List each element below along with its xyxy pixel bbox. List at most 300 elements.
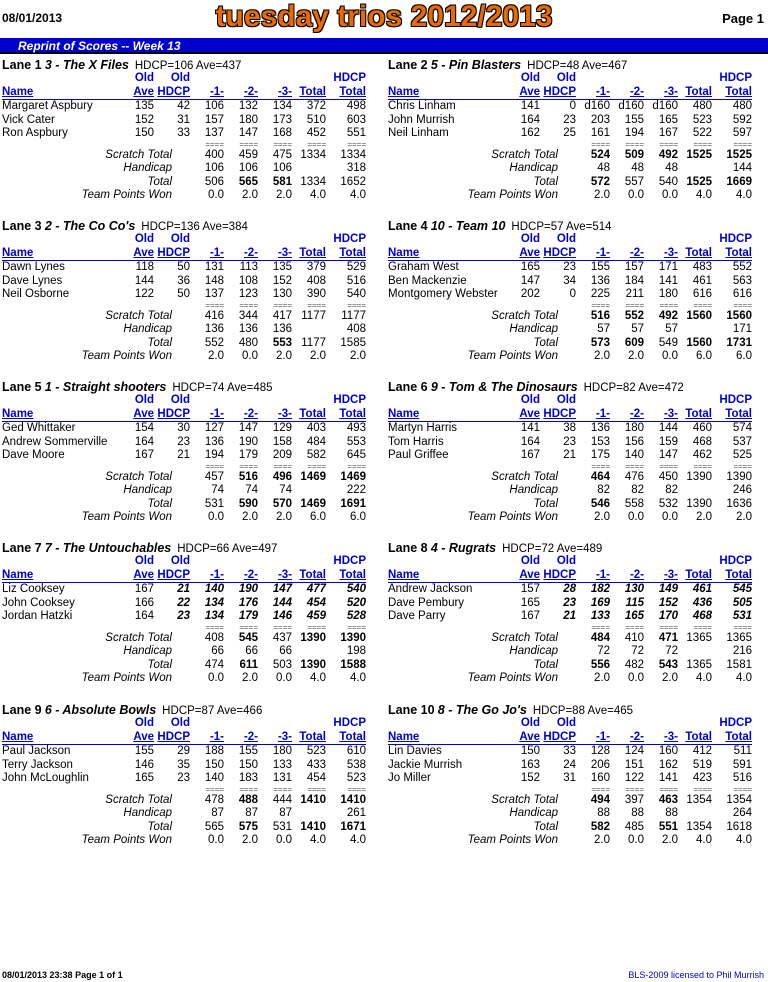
player-name: Ged Whittaker (2, 422, 76, 434)
player-name: Ben Mackenzie (388, 274, 467, 287)
col-game3: -3- (644, 408, 678, 422)
player-average: 154 (134, 422, 154, 434)
points-label: Team Points Won (467, 511, 558, 523)
team-handicap-average: HDCP=82 Ave=472 (583, 382, 684, 394)
player-row (388, 772, 752, 786)
player-hdcp-total: 603 (346, 113, 366, 126)
player-handicap: 29 (177, 745, 190, 757)
score-table (2, 72, 366, 203)
separator: ==== (205, 622, 224, 632)
handicap-row (388, 484, 752, 498)
separator: ==== (591, 461, 610, 471)
total-value: 556 (590, 658, 610, 671)
player-row (388, 745, 752, 759)
separator-row (388, 624, 752, 632)
col-name: Name (2, 247, 118, 261)
player-game3: 141 (658, 274, 678, 287)
handicap-label: Handicap (123, 162, 172, 174)
player-game1: 161 (590, 127, 610, 139)
scratch-value: 464 (590, 470, 610, 483)
total-value: 1469 (300, 497, 326, 510)
player-game3: 152 (658, 596, 678, 609)
score-table (388, 394, 752, 525)
scratch-value: 494 (590, 793, 610, 806)
scratch-row (2, 794, 366, 808)
separator: ==== (591, 139, 610, 149)
lane-block (2, 541, 377, 686)
player-name: Jackie Murrish (388, 758, 463, 771)
col-game3: -3- (258, 569, 292, 583)
team-handicap-average: HDCP=74 Ave=485 (172, 382, 273, 394)
total-value: 1636 (726, 497, 752, 510)
player-game2: 157 (624, 261, 644, 273)
lane-heading (388, 541, 763, 555)
score-table (388, 233, 752, 364)
player-game1: 148 (204, 274, 224, 287)
col-hdcp: HDCP (719, 233, 752, 245)
player-total: 461 (692, 583, 712, 595)
handicap-label: Handicap (509, 645, 558, 657)
points-value: 2.0 (276, 350, 292, 362)
player-average: 165 (134, 772, 154, 784)
separator: ==== (273, 461, 292, 471)
total-value: 1588 (340, 658, 366, 671)
handicap-label: Handicap (509, 162, 558, 174)
scratch-value: 476 (624, 470, 644, 483)
separator: ==== (625, 784, 644, 794)
total-value: 480 (238, 336, 258, 349)
handicap-value (678, 645, 712, 659)
player-total: 403 (306, 422, 326, 434)
header-row-1 (388, 233, 752, 247)
lane-block (2, 58, 377, 203)
handicap-row (2, 162, 366, 176)
player-average: 165 (520, 261, 540, 273)
team-name: 8 - The Go Jo's (437, 703, 527, 717)
player-row (388, 610, 752, 624)
points-row (2, 834, 366, 848)
player-average: 152 (134, 113, 154, 126)
points-value: 0.0 (276, 672, 292, 684)
lane-heading (2, 703, 377, 717)
player-game3: 134 (272, 100, 292, 112)
player-row (388, 449, 752, 463)
score-table (2, 394, 366, 525)
col-game2: -2- (610, 408, 644, 422)
col-hdcp: HDCP (154, 569, 190, 583)
player-game2: 130 (624, 583, 644, 595)
total-row (2, 659, 366, 673)
points-value: 0.0 (628, 511, 644, 523)
total-row (2, 498, 366, 512)
handicap-value: 57 (631, 323, 644, 335)
scratch-value: 552 (624, 309, 644, 322)
points-value: 4.0 (310, 672, 326, 684)
total-value: 1669 (726, 175, 752, 188)
player-average: 144 (134, 274, 154, 287)
total-value: 482 (624, 658, 644, 671)
points-value: 2.0 (662, 834, 678, 846)
player-game2: 155 (238, 745, 258, 757)
col-game2: -2- (224, 731, 258, 745)
scratch-row (388, 310, 752, 324)
col-old: Old (520, 233, 540, 245)
points-value: 0.0 (208, 189, 224, 201)
player-game3: 149 (658, 583, 678, 595)
player-name: Tom Harris (388, 435, 444, 448)
player-game2: 211 (625, 288, 644, 300)
total-value: 1560 (686, 336, 712, 349)
team-handicap-average: HDCP=57 Ave=514 (511, 221, 612, 233)
player-total: 390 (306, 288, 326, 300)
player-game2: 155 (624, 113, 644, 126)
scratch-value: 1469 (300, 470, 326, 483)
player-hdcp-total: 516 (346, 274, 366, 287)
scratch-value: 471 (658, 631, 678, 644)
scratch-row (2, 149, 366, 163)
separator: ==== (659, 784, 678, 794)
team-handicap-average: HDCP=48 Ave=467 (527, 60, 628, 72)
col-name: Name (388, 731, 504, 745)
scratch-value: 344 (238, 309, 258, 322)
player-total: 523 (306, 745, 326, 757)
scratch-value: 1390 (300, 631, 326, 644)
player-name: Paul Jackson (2, 745, 71, 757)
total-label: Total (533, 497, 558, 510)
player-total: 480 (692, 100, 712, 112)
points-value: 2.0 (594, 511, 610, 523)
points-value: 0.0 (276, 834, 292, 846)
col-hdcp-total: Total (712, 569, 752, 583)
player-total: 484 (306, 435, 326, 448)
player-game2: 123 (238, 288, 258, 300)
player-name: Montgomery Webster (388, 288, 498, 300)
points-value: 2.0 (696, 511, 712, 523)
col-game3: -3- (258, 247, 292, 261)
handicap-value: 72 (597, 645, 610, 657)
col-old: Old (520, 717, 540, 729)
scratch-value: 457 (204, 470, 224, 483)
scratch-value: 492 (658, 148, 678, 161)
player-name: Andrew Jackson (388, 583, 473, 595)
points-value: 6.0 (696, 350, 712, 362)
col-hdcp-total: Total (712, 408, 752, 422)
player-hdcp-total: 553 (346, 435, 366, 448)
points-value: 0.0 (662, 189, 678, 201)
handicap-row (2, 484, 366, 498)
scratch-value: 1560 (726, 309, 752, 322)
handicap-value: 136 (204, 323, 224, 335)
player-total: 454 (306, 772, 326, 784)
total-value: 1410 (300, 820, 326, 833)
points-value: 0.0 (628, 672, 644, 684)
player-hdcp-total: 540 (346, 288, 366, 300)
col-hdcp: HDCP (719, 717, 752, 729)
total-value: 582 (590, 820, 610, 833)
handicap-value: 72 (631, 645, 644, 657)
col-game2: -2- (610, 731, 644, 745)
lane-number: Lane 1 (2, 58, 42, 72)
handicap-label: Handicap (509, 807, 558, 819)
points-value: 4.0 (696, 834, 712, 846)
lane-number: Lane 2 (388, 58, 428, 72)
footer-license: BLS-2009 licensed to Phil Murrish (628, 970, 764, 980)
points-label: Team Points Won (81, 834, 172, 846)
player-average: 164 (520, 435, 540, 448)
handicap-value (292, 807, 326, 821)
player-total: 408 (306, 274, 326, 287)
col-game2: -2- (610, 247, 644, 261)
col-name: Name (2, 569, 118, 583)
points-value: 0.0 (662, 511, 678, 523)
separator: ==== (307, 622, 326, 632)
scratch-value: 488 (238, 793, 258, 806)
total-value: 565 (238, 175, 258, 188)
player-name: Ron Aspbury (2, 127, 68, 139)
player-game3: 144 (272, 596, 292, 609)
handicap-value: 82 (597, 484, 610, 496)
scratch-label: Scratch Total (491, 309, 558, 322)
points-value: 0.0 (208, 672, 224, 684)
col-old: Old (556, 72, 576, 84)
header-row-1 (388, 555, 752, 569)
handicap-value: 222 (346, 484, 366, 496)
player-game2: 180 (238, 113, 258, 126)
player-total: 523 (692, 113, 712, 126)
separator: ==== (239, 622, 258, 632)
col-game2: -2- (224, 86, 258, 100)
col-hdcp-total: Total (712, 731, 752, 745)
player-handicap: 0 (569, 100, 576, 112)
scratch-value: 437 (272, 631, 292, 644)
total-value: 532 (658, 497, 678, 510)
col-game1: -1- (576, 86, 610, 100)
scratch-value: 408 (204, 631, 224, 644)
separator-row (2, 624, 366, 632)
player-game2: 194 (624, 127, 644, 139)
handicap-row (388, 323, 752, 337)
player-game2: 179 (238, 449, 258, 461)
player-average: 164 (134, 435, 154, 448)
player-hdcp-total: 610 (346, 745, 366, 757)
handicap-value: 87 (211, 807, 224, 819)
player-handicap: 25 (563, 127, 576, 139)
handicap-value (678, 484, 712, 498)
points-value: 2.0 (594, 672, 610, 684)
player-hdcp-total: 525 (732, 449, 752, 461)
points-value: 2.0 (350, 350, 366, 362)
col-name: Name (388, 247, 504, 261)
player-row (388, 288, 752, 302)
scratch-value: 1334 (340, 148, 366, 161)
player-row (388, 275, 752, 289)
total-value: 531 (204, 497, 224, 510)
points-value: 2.0 (594, 350, 610, 362)
player-handicap: 23 (177, 610, 190, 622)
total-value: 581 (272, 175, 292, 188)
header-row-1 (388, 717, 752, 731)
total-value: 553 (272, 336, 292, 349)
player-game2: 122 (624, 772, 644, 784)
handicap-value: 106 (272, 162, 292, 174)
player-game1: d160 (584, 100, 610, 112)
player-total: 433 (306, 758, 326, 771)
player-total: 468 (692, 435, 712, 448)
player-handicap: 23 (563, 596, 576, 609)
scratch-value: 1390 (340, 631, 366, 644)
col-hdcp: HDCP (154, 247, 190, 261)
col-ave: Ave (118, 86, 154, 100)
player-hdcp-total: 592 (732, 113, 752, 126)
player-name: Liz Cooksey (2, 583, 65, 595)
player-row (2, 772, 366, 786)
player-row (388, 436, 752, 450)
total-label: Total (147, 658, 172, 671)
player-name: Margaret Aspbury (2, 100, 93, 112)
total-value: 1354 (686, 820, 712, 833)
points-value: 0.0 (628, 834, 644, 846)
handicap-value: 66 (279, 645, 292, 657)
player-game1: 203 (590, 113, 610, 126)
lane-heading (388, 58, 763, 72)
col-hdcp: HDCP (719, 394, 752, 406)
player-game3: 158 (272, 435, 292, 448)
player-total: 459 (306, 610, 326, 622)
scratch-value: 1177 (301, 309, 326, 322)
player-game1: 136 (590, 422, 610, 434)
col-hdcp: HDCP (540, 569, 576, 583)
player-game1: 134 (204, 596, 224, 609)
points-row (388, 834, 752, 848)
handicap-value: 171 (732, 323, 752, 335)
player-game2: 147 (238, 127, 258, 139)
player-row (388, 100, 752, 114)
header-row-2 (2, 569, 366, 583)
separator: ==== (205, 461, 224, 471)
handicap-value (678, 807, 712, 821)
points-label: Team Points Won (467, 672, 558, 684)
scratch-value: 463 (658, 793, 678, 806)
player-game1: 131 (204, 261, 224, 273)
player-average: 147 (520, 274, 540, 287)
player-handicap: 21 (177, 583, 190, 595)
player-hdcp-total: 563 (732, 274, 752, 287)
player-name: John Murrish (388, 113, 455, 126)
player-game1: 225 (590, 288, 610, 300)
scratch-value: 410 (624, 631, 644, 644)
total-value: 531 (272, 820, 292, 833)
points-value: 2.0 (242, 189, 258, 201)
col-total: Total (678, 731, 712, 745)
lane-number: Lane 4 (388, 219, 428, 233)
player-game1: 106 (204, 100, 224, 112)
total-value: 1525 (686, 175, 712, 188)
scratch-row (388, 471, 752, 485)
col-total: Total (292, 408, 326, 422)
player-game3: 165 (658, 113, 678, 126)
total-value: 1390 (300, 658, 326, 671)
total-value: 546 (590, 497, 610, 510)
total-label: Total (147, 336, 172, 349)
player-game2: 115 (625, 596, 644, 609)
player-name: Lin Davies (388, 745, 442, 757)
team-name: 6 - Absolute Bowls (44, 703, 157, 717)
scratch-label: Scratch Total (491, 148, 558, 161)
player-name: Terry Jackson (2, 758, 73, 771)
col-total: Total (292, 247, 326, 261)
player-total: 483 (692, 261, 712, 273)
handicap-value: 136 (238, 323, 258, 335)
player-total: 436 (692, 596, 712, 609)
col-old: Old (134, 555, 154, 567)
player-game3: 152 (272, 274, 292, 287)
player-game3: 141 (658, 772, 678, 784)
scratch-value: 478 (204, 793, 224, 806)
handicap-row (2, 323, 366, 337)
player-hdcp-total: 498 (346, 100, 366, 112)
col-ave: Ave (504, 86, 540, 100)
player-game3: 171 (658, 261, 678, 273)
col-old: Old (170, 72, 190, 84)
scratch-value: 1365 (686, 631, 712, 644)
points-value: 4.0 (696, 189, 712, 201)
player-average: 155 (134, 745, 154, 757)
col-old: Old (520, 555, 540, 567)
separator: ==== (733, 461, 752, 471)
player-game1: 188 (204, 745, 224, 757)
team-name: 9 - Tom & The Dinosaurs (430, 380, 578, 394)
player-game2: 165 (624, 610, 644, 622)
points-value: 2.0 (662, 672, 678, 684)
handicap-value: 198 (346, 645, 366, 657)
player-average: 202 (520, 288, 540, 300)
player-game1: 194 (204, 449, 224, 461)
team-name: 5 - Pin Blasters (430, 58, 522, 72)
player-total: 510 (306, 113, 326, 126)
points-value: 4.0 (350, 672, 366, 684)
lane-block (2, 380, 377, 525)
player-average: 164 (134, 610, 154, 622)
player-game1: 160 (590, 772, 610, 784)
player-game3: 209 (272, 449, 292, 461)
col-old: Old (556, 717, 576, 729)
player-handicap: 33 (563, 745, 576, 757)
col-old: Old (556, 233, 576, 245)
player-name: Dawn Lynes (2, 261, 65, 273)
total-label: Total (147, 175, 172, 188)
separator: ==== (347, 784, 366, 794)
player-game3: 159 (658, 435, 678, 448)
player-game2: 179 (238, 610, 258, 622)
col-name: Name (2, 731, 118, 745)
handicap-row (388, 162, 752, 176)
team-handicap-average: HDCP=88 Ave=465 (532, 705, 634, 717)
team-name: 2 - The Co Co's (44, 219, 136, 233)
player-game2: 150 (238, 758, 258, 771)
scratch-value: 492 (658, 309, 678, 322)
player-handicap: 23 (563, 113, 576, 126)
total-value: 1390 (686, 497, 712, 510)
separator: ==== (347, 139, 366, 149)
col-game2: -2- (224, 569, 258, 583)
separator: ==== (307, 300, 326, 310)
points-value: 4.0 (736, 189, 752, 201)
team-handicap-average: HDCP=66 Ave=497 (177, 543, 278, 555)
lane-heading (388, 219, 763, 233)
player-game3: 160 (658, 745, 678, 757)
player-handicap: 21 (563, 449, 576, 461)
separator-row (2, 141, 366, 149)
